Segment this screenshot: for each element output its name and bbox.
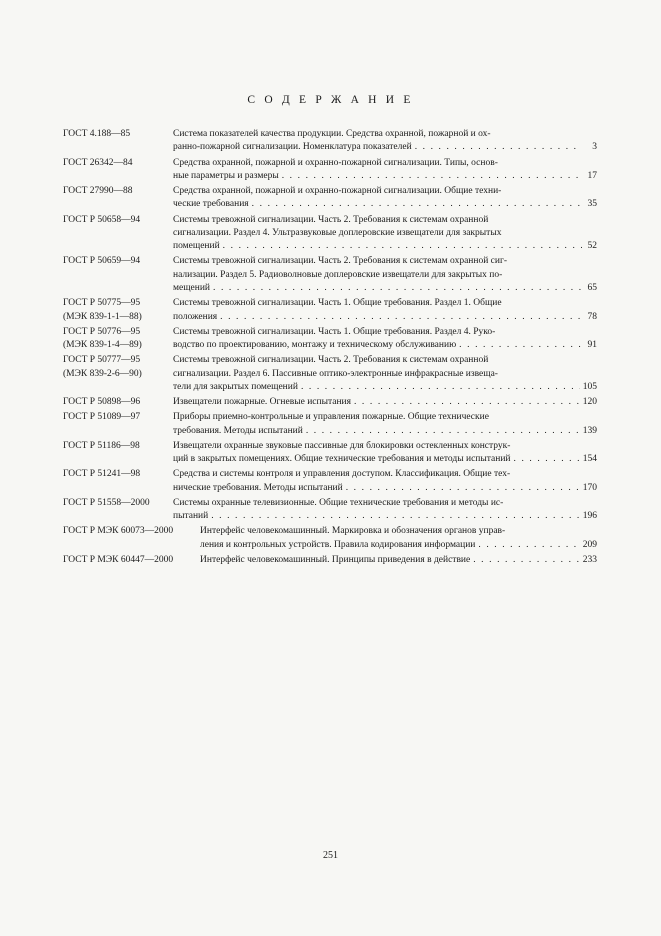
title-line: Системы тревожной сигнализации. Часть 1. Общие требования. Раздел 1. Общие xyxy=(173,298,502,309)
standard-code xyxy=(63,297,173,324)
dot-leader xyxy=(211,510,580,523)
page-ref[interactable]: 17 xyxy=(587,170,597,181)
page-ref[interactable]: 170 xyxy=(582,482,597,493)
standard-number: ГОСТ Р 50659—94 xyxy=(63,256,141,267)
standard-code xyxy=(63,354,173,394)
standard-title xyxy=(173,354,597,394)
toc-entry[interactable] xyxy=(63,525,597,552)
page-ref[interactable]: 3 xyxy=(592,142,597,153)
title-line: Интерфейс человекомашинный. Маркировка и обозначения органов управ- xyxy=(200,526,506,537)
page-ref[interactable]: 196 xyxy=(582,511,597,522)
toc-entry[interactable] xyxy=(63,497,597,524)
standard-title xyxy=(173,326,597,353)
dot-leader xyxy=(213,282,582,295)
dot-leader xyxy=(223,240,582,253)
title-line: Системы тревожной сигнализации. Часть 2. Требования к системам охранной xyxy=(173,355,489,366)
standard-code xyxy=(63,525,200,552)
standard-title xyxy=(173,297,597,324)
toc-entry[interactable] xyxy=(63,185,597,212)
standard-code xyxy=(63,157,173,184)
title-line: тели для закрытых помещений xyxy=(173,382,298,393)
dot-leader xyxy=(282,170,582,183)
page-number: 251 xyxy=(323,850,338,861)
title-line: нические требования. Методы испытаний xyxy=(173,482,343,493)
dot-leader xyxy=(514,453,580,466)
page-ref[interactable]: 154 xyxy=(582,454,597,465)
dot-leader xyxy=(306,425,580,438)
title-line: Системы охранные телевизионные. Общие технические требования и методы ис- xyxy=(173,497,504,508)
toc-entry[interactable] xyxy=(63,128,597,155)
standard-title xyxy=(173,128,597,155)
dot-leader xyxy=(459,339,582,352)
toc-entry[interactable] xyxy=(63,157,597,184)
dot-leader xyxy=(415,141,582,154)
title-line: положения xyxy=(173,311,218,322)
toc-entry[interactable] xyxy=(63,396,597,409)
page-ref[interactable]: 233 xyxy=(582,554,597,565)
standard-number: ГОСТ Р 50777—95 xyxy=(63,355,141,366)
standard-title xyxy=(173,157,597,184)
standard-title xyxy=(173,468,597,495)
standard-number: ГОСТ Р 50658—94 xyxy=(63,214,141,225)
standard-number: ГОСТ 4.188—85 xyxy=(63,129,131,139)
title-line: Извещатели охранные звуковые пассивные для блокировки остекленных конструк- xyxy=(173,440,511,451)
standard-number: ГОСТ 27990—88 xyxy=(63,186,133,196)
title-line: ранно-пожарной сигнализации. Номенклатура показателей xyxy=(173,142,412,153)
title-line: сигнализации. Раздел 4. Ультразвуковые доплеровские извещатели для закрытых xyxy=(173,227,502,238)
standard-number: ГОСТ Р 50898—96 xyxy=(63,397,141,408)
dot-leader xyxy=(301,381,580,394)
title-line: Интерфейс человекомашинный. Принципы приведения в действие xyxy=(200,554,471,565)
title-line: мещений xyxy=(173,283,211,294)
page-ref[interactable]: 78 xyxy=(587,311,597,322)
toc-entry[interactable] xyxy=(63,255,597,295)
standard-number: ГОСТ Р 51558—2000 xyxy=(63,497,150,508)
table-of-contents xyxy=(63,128,597,569)
standard-code xyxy=(63,554,200,567)
title-line: помещений xyxy=(173,241,220,252)
toc-entry[interactable] xyxy=(63,214,597,254)
dot-leader xyxy=(252,198,582,211)
page-ref[interactable]: 120 xyxy=(582,397,597,408)
standard-code xyxy=(63,128,173,155)
title-line: ций в закрытых помещениях. Общие технические требования и методы испытаний xyxy=(173,454,511,465)
standard-number: ГОСТ Р МЭК 60447—2000 xyxy=(63,554,174,565)
title-line: ления и контрольных устройств. Правила кодирования информации xyxy=(200,539,476,550)
standard-code xyxy=(63,440,173,467)
title-line: Средства охранной, пожарной и охранно-пожарной сигнализации. Общие техни- xyxy=(173,186,502,196)
standard-title xyxy=(173,411,597,438)
standard-code xyxy=(63,326,173,353)
standard-number: ГОСТ Р 50776—95 xyxy=(63,326,141,337)
title-line: Извещатели пожарные. Огневые испытания xyxy=(173,397,351,408)
title-line: сигнализации. Раздел 6. Пассивные оптико-электронные инфракрасные извеща- xyxy=(173,368,498,379)
page-ref[interactable]: 91 xyxy=(587,340,597,351)
title-line: Система показателей качества продукции. Средства охранной, пожарной и ох- xyxy=(173,129,491,139)
standard-title xyxy=(173,396,597,409)
title-line: Средства охранной, пожарной и охранно-пожарной сигнализации. Типы, основ- xyxy=(173,157,498,168)
toc-entry[interactable] xyxy=(63,411,597,438)
toc-entry[interactable] xyxy=(63,354,597,394)
iec-reference: (МЭК 839-1-1—88) xyxy=(63,311,142,322)
dot-leader xyxy=(478,539,579,552)
standard-title xyxy=(200,525,597,552)
standard-number: ГОСТ Р МЭК 60073—2000 xyxy=(63,526,174,537)
standard-number: ГОСТ 26342—84 xyxy=(63,157,133,168)
title-line: Приборы приемно-контрольные и управления пожарные. Общие технические xyxy=(173,412,489,423)
standard-title xyxy=(173,214,597,254)
title-line: пытаний xyxy=(173,511,209,522)
dot-leader xyxy=(220,311,582,324)
standard-code xyxy=(63,411,173,438)
standard-code xyxy=(63,497,173,524)
title-line: нализации. Раздел 5. Радиоволновые доплеровские извещатели для закрытых по- xyxy=(173,269,503,280)
standard-title xyxy=(173,497,597,524)
standard-code xyxy=(63,214,173,254)
dot-leader xyxy=(354,396,580,409)
page-title: С О Д Е Р Ж А Н И Е xyxy=(247,94,414,106)
standard-number: ГОСТ Р 51186—98 xyxy=(63,440,140,451)
title-line: ческие требования xyxy=(173,199,249,210)
toc-entry[interactable] xyxy=(63,468,597,495)
page-ref[interactable]: 35 xyxy=(587,199,597,210)
standard-number: ГОСТ Р 50775—95 xyxy=(63,298,141,309)
standard-code xyxy=(63,185,173,212)
toc-entry[interactable] xyxy=(63,326,597,353)
page-ref[interactable]: 105 xyxy=(582,382,597,393)
standard-code xyxy=(63,396,173,409)
title-line: Системы тревожной сигнализации. Часть 2. Требования к системам охранной xyxy=(173,214,489,225)
iec-reference: (МЭК 839-1-4—89) xyxy=(63,340,142,351)
standard-code xyxy=(63,468,173,495)
toc-entry[interactable] xyxy=(63,554,597,567)
toc-entry[interactable] xyxy=(63,297,597,324)
dot-leader xyxy=(473,554,580,567)
title-line: ные параметры и размеры xyxy=(173,170,279,181)
title-line: требования. Методы испытаний xyxy=(173,425,303,436)
standard-number: ГОСТ Р 51241—98 xyxy=(63,469,141,480)
standard-title xyxy=(173,185,597,212)
title-line: Системы тревожной сигнализации. Часть 2. Требования к системам охранной сиг- xyxy=(173,256,508,267)
standard-title xyxy=(200,554,597,567)
dot-leader xyxy=(346,482,580,495)
toc-entry[interactable] xyxy=(63,440,597,467)
title-line: Системы тревожной сигнализации. Часть 1. Общие требования. Раздел 4. Руко- xyxy=(173,326,496,337)
page-ref[interactable]: 52 xyxy=(587,241,597,252)
page-ref[interactable]: 65 xyxy=(587,283,597,294)
standard-title xyxy=(173,440,597,467)
standard-number: ГОСТ Р 51089—97 xyxy=(63,412,141,423)
title-line: водство по проектированию, монтажу и техническому обслуживанию xyxy=(173,340,457,351)
page-ref[interactable]: 209 xyxy=(582,539,597,550)
page-ref[interactable]: 139 xyxy=(582,425,597,436)
standard-title xyxy=(173,255,597,295)
standard-code xyxy=(63,255,173,295)
title-line: Средства и системы контроля и управления доступом. Классификация. Общие тех- xyxy=(173,469,511,480)
iec-reference: (МЭК 839-2-6—90) xyxy=(63,368,142,379)
